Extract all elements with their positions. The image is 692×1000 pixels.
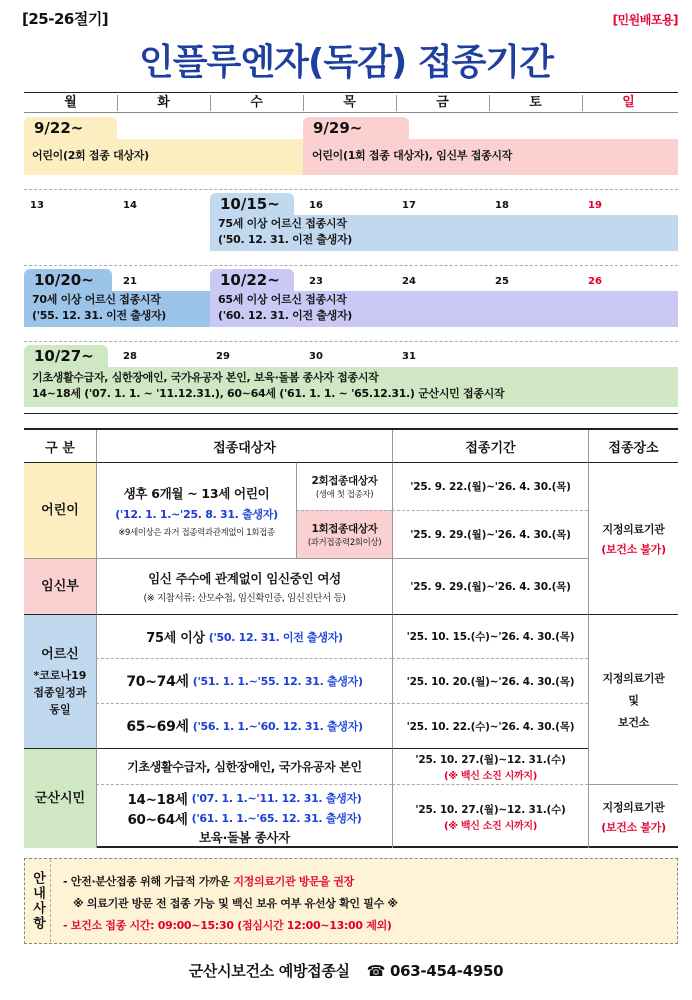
elderly-r3-age: 65~69세 bbox=[126, 719, 189, 735]
child-sub1-note: (생애 첫 접종자) bbox=[315, 490, 374, 500]
child-main: 생후 6개월 ~ 13세 어린이 bbox=[123, 485, 270, 501]
cat-citizens: 군산시민 bbox=[24, 748, 96, 848]
th-place: 접종장소 bbox=[588, 430, 678, 462]
page-title: 인플루엔자(독감) 접종기간 bbox=[139, 42, 553, 83]
place-elderly-line3: 보건소 bbox=[618, 715, 649, 729]
citizens-r2-main3: 보육·돌봄 종사자 bbox=[199, 829, 290, 845]
phone-icon: ☎ bbox=[366, 962, 386, 980]
band-elderly-70-line1: 70세 이상 어르신 접종시작 bbox=[32, 293, 161, 306]
citizens-r2-age1: 14~18세 bbox=[127, 791, 188, 808]
day-14: 14 bbox=[123, 200, 137, 211]
place-elderly-line2: 및 bbox=[628, 693, 639, 707]
cat-child: 어린이 bbox=[24, 462, 96, 558]
notice-line3: - 보건소 접종 시간: 09:00~15:30 (점심시간 12:00~13:00 제외) bbox=[63, 919, 392, 932]
day-29: 29 bbox=[216, 351, 230, 362]
notice-line1: - 안전·분산접종 위해 가급적 가까운 지정의료기관 방문을 권장 bbox=[63, 875, 355, 888]
weekday-wed: 수 bbox=[250, 95, 263, 110]
weekday-mon: 월 bbox=[64, 95, 77, 110]
tab-sep29: 9/29~ bbox=[303, 117, 409, 139]
distribution-tag: [민원배포용] bbox=[612, 13, 678, 27]
child-sub1-period: '25. 9. 22.(월)~'26. 4. 30.(목) bbox=[392, 462, 588, 510]
footer-org: 군산시보건소 예방접종실 bbox=[188, 962, 350, 980]
elderly-r1-target bbox=[96, 614, 392, 658]
band-citizens-line2: 14~18세 ('07. 1. 1. ~ '11.12.31.), 60~64세 ('61. 1. 1. ~ '65.12.31.) 군산시민 접종시작 bbox=[32, 387, 505, 400]
tab-sep22: 9/22~ bbox=[24, 117, 117, 139]
band-child-1dose-text: 어린이(1회 접종 대상자), 임신부 접종시작 bbox=[312, 149, 513, 162]
vaccination-calendar bbox=[24, 92, 678, 414]
weekday-header bbox=[24, 93, 678, 113]
elderly-r2-period: '25. 10. 20.(월)~'26. 4. 30.(목) bbox=[392, 658, 588, 703]
band-elderly-75-line2: ('50. 12. 31. 이전 출생자) bbox=[218, 233, 353, 246]
child-sub1-title: 2회접종대상자 bbox=[311, 475, 378, 487]
season-label: [25-26절기] bbox=[22, 10, 109, 28]
th-period: 접종기간 bbox=[392, 430, 588, 462]
notice-box bbox=[24, 858, 678, 944]
child-sub2-title: 1회접종대상자 bbox=[311, 523, 378, 535]
child-sub2-note: (과거접종력2회이상) bbox=[307, 538, 382, 548]
day-18: 18 bbox=[495, 200, 509, 211]
band-child-2dose-text: 어린이(2회 접종 대상자) bbox=[32, 149, 149, 162]
citizens-r2-target bbox=[96, 784, 392, 848]
th-category: 구 분 bbox=[45, 440, 75, 456]
band-elderly-70-line2: ('55. 12. 31. 이전 출생자) bbox=[32, 309, 167, 322]
pregnant-period: '25. 9. 29.(월)~'26. 4. 30.(목) bbox=[392, 558, 588, 614]
vaccination-table bbox=[24, 428, 678, 848]
citizens-r1-period: '25. 10. 27.(월)~12. 31.(수) bbox=[415, 753, 566, 766]
place-elderly bbox=[588, 614, 678, 784]
place-child-pregnant-main: 지정의료기관 bbox=[602, 522, 665, 536]
day-30: 30 bbox=[309, 351, 323, 362]
citizens-r2-period-cell bbox=[392, 784, 588, 848]
tab-oct15: 10/15~ bbox=[210, 193, 294, 215]
day-21: 21 bbox=[123, 276, 137, 287]
band-elderly-65-line1: 65세 이상 어르신 접종시작 bbox=[218, 293, 347, 306]
elderly-r1-age: 75세 이상 bbox=[146, 631, 205, 646]
day-25: 25 bbox=[495, 276, 509, 287]
elderly-r1-period: '25. 10. 15.(수)~'26. 4. 30.(목) bbox=[392, 614, 588, 658]
day-16: 16 bbox=[309, 200, 323, 211]
elderly-r3-period: '25. 10. 22.(수)~'26. 4. 30.(목) bbox=[392, 703, 588, 748]
footer-contact bbox=[0, 960, 692, 981]
elderly-r2-age: 70~74세 bbox=[126, 674, 189, 690]
band-elderly-65-line2: ('60. 12. 31. 이전 출생자) bbox=[218, 309, 353, 322]
day-28: 28 bbox=[123, 351, 137, 362]
day-24: 24 bbox=[402, 276, 416, 287]
citizens-r1-main: 기초생활수급자, 심한장애인, 국가유공자 본인 bbox=[127, 760, 362, 774]
citizens-r2-range2: ('61. 1. 1.~'65. 12. 31. 출생자) bbox=[191, 811, 362, 825]
footer-phone: 063-454-4950 bbox=[390, 962, 504, 980]
cat-elderly: 어르신 *코로나19 접종일정과 동일 bbox=[24, 614, 96, 748]
weekday-sun: 일 bbox=[622, 95, 635, 110]
place-child-pregnant-note: (보건소 불가) bbox=[601, 542, 666, 556]
citizens-r2-range1: ('07. 1. 1.~'11. 12. 31. 출생자) bbox=[191, 791, 362, 805]
child-sub2 bbox=[296, 510, 392, 558]
notice-label: 안내사항 bbox=[25, 859, 51, 942]
weekday-thu: 목 bbox=[343, 95, 356, 110]
weekday-sat: 토 bbox=[529, 95, 542, 110]
cat-pregnant: 임신부 bbox=[24, 558, 96, 614]
tab-oct27: 10/27~ bbox=[24, 345, 108, 367]
child-sub2-period: '25. 9. 29.(월)~'26. 4. 30.(목) bbox=[392, 510, 588, 558]
day-31: 31 bbox=[402, 351, 416, 362]
band-elderly-75-line1: 75세 이상 어르신 접종시작 bbox=[218, 217, 347, 230]
tab-oct22: 10/22~ bbox=[210, 269, 294, 291]
day-17: 17 bbox=[402, 200, 416, 211]
elderly-r2-range: ('51. 1. 1.~'55. 12. 31. 출생자) bbox=[192, 675, 363, 688]
elderly-r3-range: ('56. 1. 1.~'60. 12. 31. 출생자) bbox=[192, 720, 363, 733]
elderly-r1-range: ('50. 12. 31. 이전 출생자) bbox=[208, 630, 343, 644]
citizens-r2-age2: 60~64세 bbox=[127, 811, 188, 828]
day-26: 26 bbox=[588, 276, 602, 287]
day-23: 23 bbox=[309, 276, 323, 287]
day-19: 19 bbox=[588, 200, 602, 211]
citizens-r2-period: '25. 10. 27.(월)~12. 31.(수) bbox=[415, 803, 566, 816]
tab-oct20: 10/20~ bbox=[24, 269, 112, 291]
citizens-r2-note: (※ 백신 소진 시까지) bbox=[443, 820, 538, 832]
weekday-tue: 화 bbox=[157, 95, 170, 110]
th-target: 접종대상자 bbox=[96, 430, 392, 462]
child-sub1 bbox=[296, 462, 392, 510]
weekday-fri: 금 bbox=[436, 95, 449, 110]
pregnant-main: 임신 주수에 관계없이 임신중인 여성 bbox=[148, 571, 341, 586]
citizens-r1-period-cell bbox=[392, 748, 588, 784]
child-note: ※9세이상은 과거 접종력과관계없이 1회접종 bbox=[118, 527, 275, 538]
pregnant-target bbox=[96, 558, 392, 614]
place-citizens-note: (보건소 불가) bbox=[601, 820, 666, 834]
pregnant-note: (※ 지참서류: 산모수첩, 임신확인증, 임신진단서 등) bbox=[143, 593, 346, 604]
citizens-r1-target bbox=[96, 748, 392, 784]
elderly-r2-target bbox=[96, 658, 392, 703]
day-13: 13 bbox=[30, 200, 44, 211]
band-citizens-line1: 기초생활수급자, 심한장애인, 국가유공자 본인, 보육·돌봄 종사자 접종시작 bbox=[32, 371, 379, 384]
place-citizens-main: 지정의료기관 bbox=[602, 800, 665, 814]
child-range: ('12. 1. 1.~'25. 8. 31. 출생자) bbox=[115, 507, 278, 521]
place-elderly-line1: 지정의료기관 bbox=[602, 671, 665, 685]
elderly-r3-target bbox=[96, 703, 392, 748]
notice-line2: ※ 의료기관 방문 전 접종 가능 및 백신 보유 여부 유선상 확인 필수 ※ bbox=[73, 897, 398, 910]
citizens-r1-note: (※ 백신 소진 시까지) bbox=[443, 770, 538, 782]
place-citizens bbox=[588, 784, 678, 848]
child-target bbox=[96, 462, 296, 558]
place-child-pregnant bbox=[588, 462, 678, 614]
